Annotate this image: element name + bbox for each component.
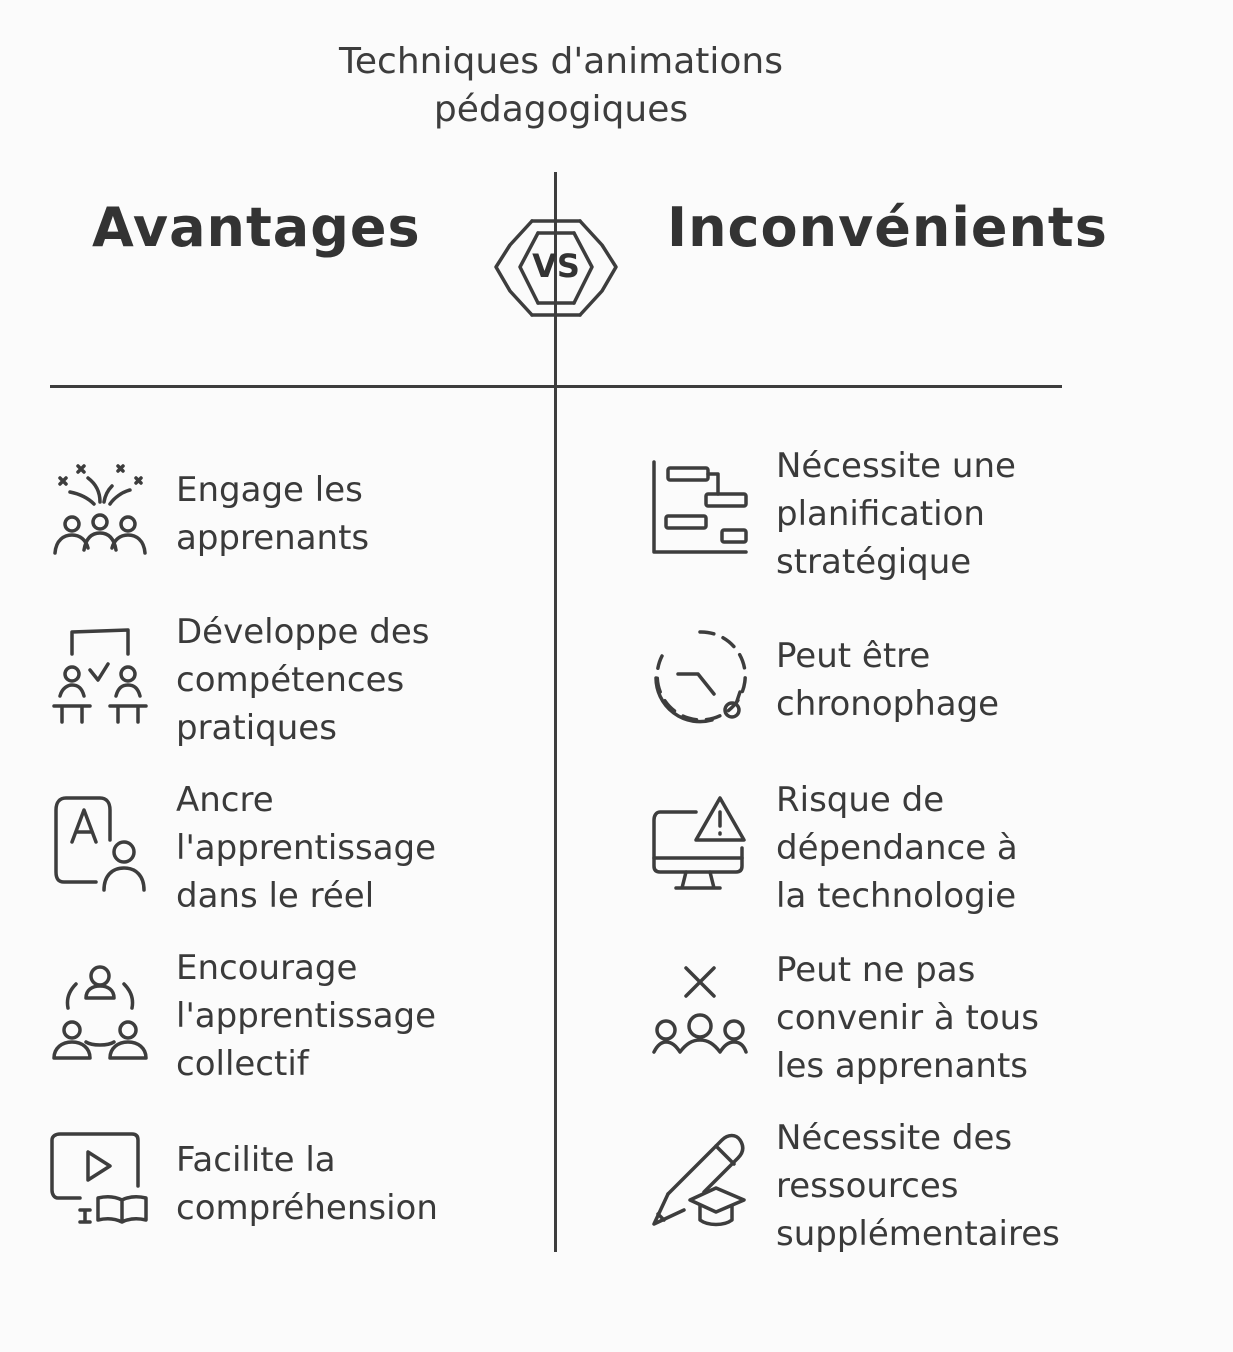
page-title [0, 38, 1122, 134]
workshop-icon [50, 624, 150, 728]
pencil-graduation-icon [650, 1130, 750, 1230]
vs-label: VS [532, 247, 580, 285]
advantage-label-5: Facilite la compréhension [176, 1140, 438, 1228]
vs-badge [492, 217, 620, 319]
advantage-label-4: Encourage l'apprentissage collectif [176, 948, 437, 1084]
advantage-label-3: Ancre l'apprentissage dans le réel [176, 780, 437, 916]
title-line-2: pédagogiques [433, 89, 689, 130]
learner-board-icon [50, 792, 150, 896]
disadvantage-label-3: Risque de dépendance à la technologie [776, 780, 1018, 916]
excluded-group-icon [650, 962, 750, 1062]
disadvantages-heading: Inconvénients [667, 196, 1108, 259]
advantage-label-1: Engage les apprenants [176, 470, 370, 558]
title-line-1: Techniques d'animations [339, 41, 783, 82]
video-lesson-icon [50, 1130, 150, 1230]
disadvantage-label-5: Nécessite des ressources supplémentaires [776, 1118, 1060, 1254]
disadvantage-label-1: Nécessite une planification stratégique [776, 446, 1016, 582]
advantage-label-2: Développe des compétences pratiques [176, 612, 430, 748]
clock-icon [650, 628, 750, 728]
horizontal-divider [50, 385, 1062, 388]
advantages-heading: Avantages [92, 196, 421, 259]
disadvantage-label-4: Peut ne pas convenir à tous les apprenants [776, 950, 1039, 1086]
gantt-chart-icon [650, 458, 750, 558]
collaboration-icon [50, 960, 150, 1064]
celebrating-group-icon [50, 458, 150, 558]
disadvantage-label-2: Peut être chronophage [776, 636, 1000, 724]
monitor-warning-icon [650, 792, 750, 896]
